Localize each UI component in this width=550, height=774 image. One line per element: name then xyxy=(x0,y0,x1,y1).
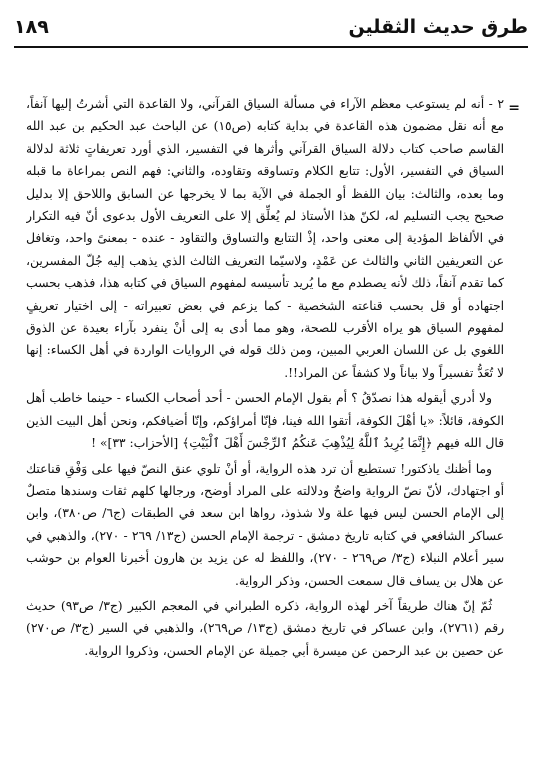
paragraph: ولا أدري أيقوله هذا نصدّقُ ؟ أم بقول الإمام الحسن - أحد أصحاب الكساء - حينما خاطب أهل الكوفة، قائلاً: «يا أهْلَ الكوفة، أتقوا الله فينا، فإنّا أمراؤكم، وإنّا أضيافكم، ونحن أهل البيت الذين قال الله فيهم ﴿إِنَّمَا يُرِيدُ ٱللَّهُ لِيُذْهِبَ عَنكُمُ ٱلرِّجْسَ أَهْلَ ٱلْبَيْتِ﴾ [الأحزاب: ٣٣]» ! xyxy=(26,391,504,451)
page-number: ١٨٩ xyxy=(14,16,49,38)
footnote-body xyxy=(26,93,504,763)
paragraph: ثُمّ إنّ هناك طريقاً آخر لهذه الرواية، ذكره الطبراني في المعجم الكبير (ج٣/ ص٩٣) حديث رقم (٢٧٦١)، وابن عساكر في تاريخ دمشق (ج١٣/ ص٢٦٩)، والذهبي في السير (ج٣/ ص٢٧٠) عن حصين بن عبد الرحمن عن ميسرة أبي جميلة عن الإمام الحسن، وذكروا الرواية. xyxy=(26,598,504,658)
running-title: طرق حديث الثقلين xyxy=(348,16,528,38)
header-rule xyxy=(14,46,528,48)
paragraph: وما أظنك ياذكتور! تستطيع أن ترد هذه الرواية، أو أنْ تلوي عنق النصّ فيها على وَفْقِ قناعتك أو اجتهادك، لأنّ نصّ الرواية واضحٌ ودلالته على المراد أوضح، ورجالها كلهم ثقات وسندها متصلٌ إلى الإمام الحسن ليس فيها علة ولا شذوذ، رواها ابن سعد في الطبقات (ج٦/ ص٣٨٠)، وابن عساكر الشافعي في كتابه تاريخ دمشق - ترجمة الإمام الحسن (ج١٣/ ٢٦٩ - ٢٧٠)، والذهبي في سير أعلام النبلاء (ج٣/ ص٢٦٩ - ٢٧٠)، واللفظ له عن يزيد بن هارون أخبرنا العوام بن حوشب عن هلال بن يساف قال سمعت الحسن، وذكر الرواية. xyxy=(26,461,504,588)
page-header xyxy=(14,14,528,44)
paragraph: ٢ - أنه لم يستوعب معظم الآراء في مسألة السياق القرآني، ولا القاعدة التي أشرتُ إليها آنفاً، مع أنه نقل مضمون هذه القاعدة في بداية كتابه (ص١٥) عن الباحث عبد الحكيم بن عبد الله القاسم صاحب كتاب دلالة السياق القرآني وأثرها في التفسير، الذي أورد تعريفاتٍ ثلاثة لدلالة السياق في التفسير، الأول: تتابع الكلام وتساوقه وتقاوده، والثاني: فهم النص بمراعاة ما قبله وما بعده، والثالث: بيان اللفظ أو الجملة في الآية بما لا يخرجها عن السابق واللاحق إلا بدليل صحيح يجب التسليم له، لكنّ هذا الأستاذ لم يُعلِّق إلا على التعريف الأول بدعوى أنّ فيه التكرار في الألفاظ المؤدية إلى معنى واحد، إذْ التتابع والتساوق والتقاود - عنده - بمعنىً واحد، وتغافل عن التعريفين الثاني والثالث عن عَمْدٍ، ولاسيّما التعريف الثالث الذي يذهب إليه جُلّ المفسرين، كما تقدم آنفاً، ذلك لأنه يصطدم مع ما يُريد تأسيسه لمفهوم السياق في كتابه هذا، فذهب بحسب اجتهاده أو قل بحسب قناعته الشخصية - كما يزعم في بعض تعبيراته - إلى اختيار تعريفٍ لمفهوم السياق هو يراه الأقرب للصحة، وهو مما أدى به إلى أنْ ينفرد بآراء بعيدة عن الذوق اللغوي بل عن اللسان العربي المبين، ومن ذلك قوله في الروايات الواردة في أهل الكساء: إنها لا تُعَدُّ تفسيراً ولا بياناً ولا كشفاً عن المراد!!. xyxy=(26,97,504,380)
margin-mark: = xyxy=(508,100,520,116)
